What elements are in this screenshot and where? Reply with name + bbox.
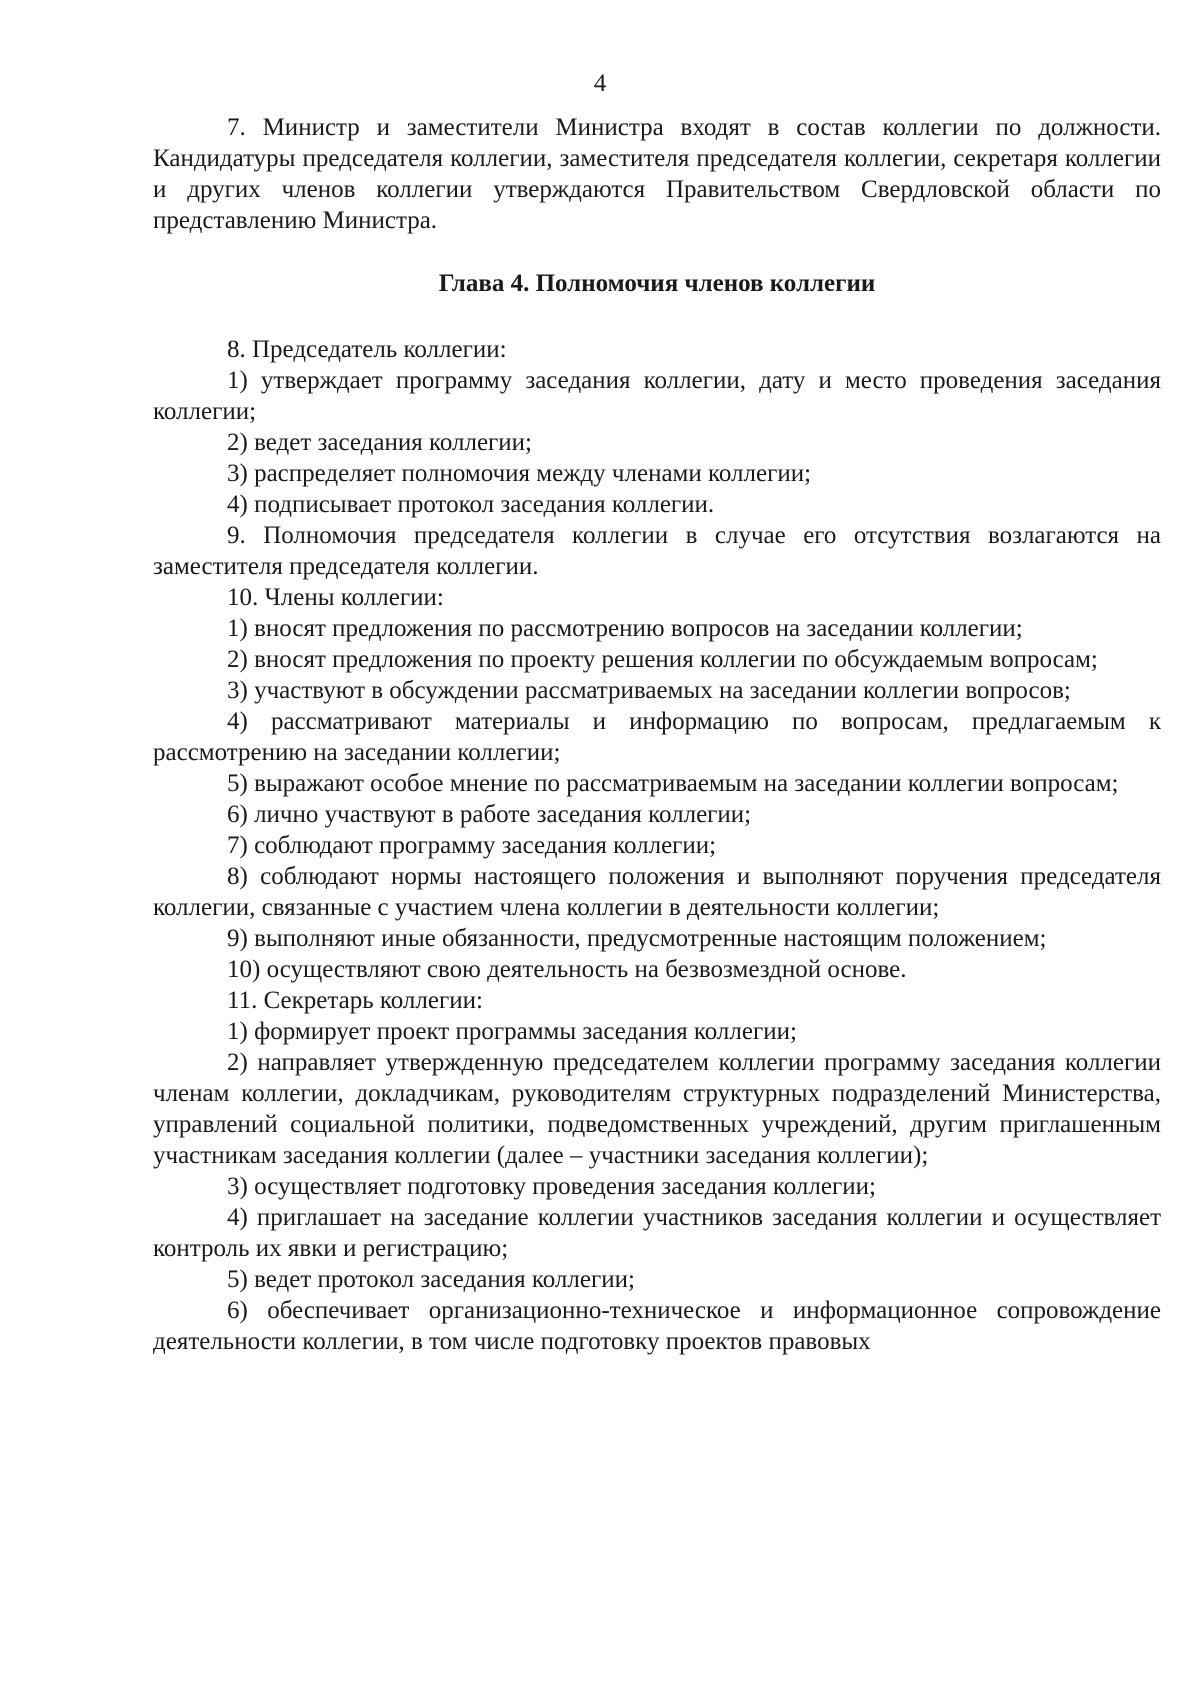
document-body — [153, 112, 1161, 1357]
list-item: 3) распределяет полномочия между членами коллегии; — [227, 460, 812, 487]
list-item: 7) соблюдают программу заседания коллегии; — [227, 832, 717, 859]
list-item: 4) приглашает на заседание коллегии участников заседания коллегии и осуществляет контроль их явки и регистрацию; — [153, 1204, 1161, 1262]
list-item: 10) осуществляют свою деятельность на безвозмездной основе. — [227, 956, 907, 983]
paragraph-7: 7. Министр и заместители Министра входят в состав коллегии по должности. Кандидатуры председателя коллегии, заместителя председателя коллегии, секретаря коллегии и других членов коллегии утверждаются Правительством Свердловской области по представлению Министра. — [153, 114, 1161, 234]
paragraph-8: 8. Председатель коллегии: — [227, 336, 507, 363]
chapter-heading: Глава 4. Полномочия членов коллегии — [438, 270, 876, 297]
list-item: 1) формирует проект программы заседания коллегии; — [227, 1018, 797, 1045]
list-item: 6) лично участвуют в работе заседания коллегии; — [227, 801, 752, 828]
list-item: 9) выполняют иные обязанности, предусмотренные настоящим положением; — [227, 925, 1047, 952]
list-item: 1) утверждает программу заседания коллегии, дату и место проведения заседания коллегии; — [153, 367, 1161, 425]
list-item: 4) рассматривают материалы и информацию по вопросам, предлагаемым к рассмотрению на заседании коллегии; — [153, 708, 1161, 766]
paragraph-11: 11. Секретарь коллегии: — [227, 987, 483, 1014]
paragraph-9: 9. Полномочия председателя коллегии в случае его отсутствия возлагаются на заместителя председателя коллегии. — [153, 522, 1161, 580]
list-item: 2) ведет заседания коллегии; — [227, 429, 533, 456]
list-item: 5) выражают особое мнение по рассматриваемым на заседании коллегии вопросам; — [227, 770, 1119, 797]
list-item: 3) осуществляет подготовку проведения заседания коллегии; — [227, 1173, 876, 1200]
paragraph-10: 10. Члены коллегии: — [227, 584, 444, 611]
page-number: 4 — [593, 70, 607, 97]
list-item: 3) участвуют в обсуждении рассматриваемых на заседании коллегии вопросов; — [227, 677, 1071, 704]
list-item: 2) направляет утвержденную председателем коллегии программу заседания коллегии членам коллегии, докладчикам, руководителям структурных подразделений Министерства, управлений социальной политики, подведомственных учреждений, другим приглашенным участникам заседания коллегии (далее – участники заседания коллегии); — [153, 1049, 1161, 1169]
list-item: 1) вносят предложения по рассмотрению вопросов на заседании коллегии; — [227, 615, 1023, 642]
list-item: 8) соблюдают нормы настоящего положения и выполняют поручения председателя коллегии, связанные с участием члена коллегии в деятельности коллегии; — [153, 863, 1161, 921]
list-item: 5) ведет протокол заседания коллегии; — [227, 1266, 635, 1293]
list-item: 4) подписывает протокол заседания коллегии. — [227, 491, 715, 518]
list-item: 6) обеспечивает организационно-техническое и информационное сопровождение деятельности коллегии, в том числе подготовку проектов правовых — [153, 1297, 1161, 1355]
list-item: 2) вносят предложения по проекту решения коллегии по обсуждаемым вопросам; — [227, 646, 1098, 673]
